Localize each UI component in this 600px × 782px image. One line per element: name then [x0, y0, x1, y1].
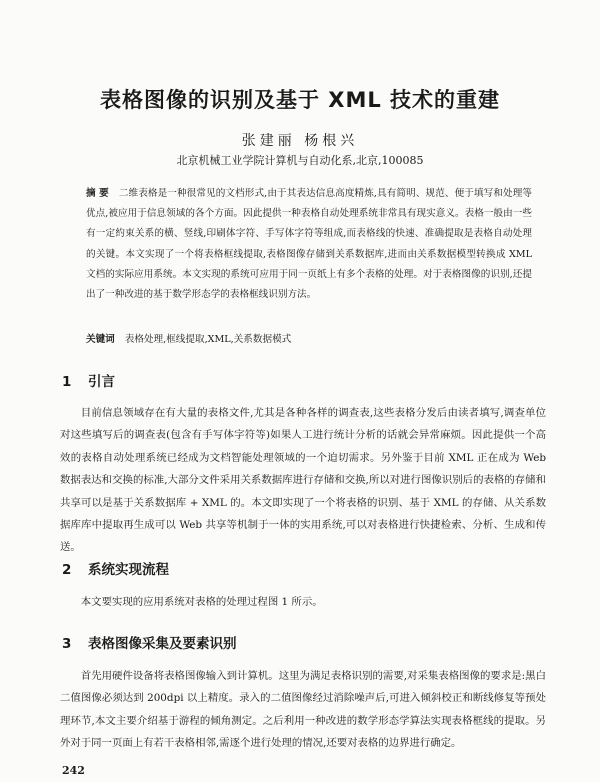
keywords-label: 关键词 [86, 334, 115, 345]
keywords-text: 表格处理,框线提取,XML,关系数据模式 [124, 334, 292, 345]
section-number: 1 [62, 374, 72, 390]
abstract-label: 摘 要 [86, 188, 109, 199]
author-line: 张建丽 杨根兴 [241, 133, 359, 149]
section-3-paragraph: 首先用硬件设备将表格图像输入到计算机。这里为满足表格识别的需要,对采集表格图像的要求是:黑白二值图像必须达到 200dpi 以上精度。录入的二值图像经过消除噪声后,可进入倾斜校正和断线修复等预处理环节,本文主要介绍基于游程的倾角测定。之后利用一种改进的数学形态学算法实现表格框线的提取。另外对于同一页面上有若干表格相邻,需逐个进行处理的情况,还要对表格的边界进行确定。 [60, 670, 546, 750]
section-1-paragraph: 目前信息领域存在有大量的表格文件,尤其是各种各样的调查表,这些表格分发后由读者填写,调查单位对这些填写后的调查表(包含有手写体字符等)如果人工进行统计分析的话就会异常麻烦。因此提供一个高效的表格自动处理系统已经成为文档智能处理领域的一个迫切需求。另外鉴于目前 XML 正在成为 Web 数据表达和交换的标准,大部分文件采用关系数据库进行存储和交换,所以对进行图像识别后的表格的存储和共享可以是基于关系数据库 + XML 的。本文即实现了一个将表格的识别、基于 XML 的存储、从关系数据库库中提取再生成可以 Web 共享等机制于一体的实用系统,可以对表格进行快捷检索、分析、生成和传送。 [60, 407, 546, 554]
page-number: 242 [62, 764, 85, 777]
section-title: 系统实现流程 [88, 562, 169, 578]
section-number: 3 [62, 636, 72, 652]
section-heading-1 [62, 370, 115, 390]
section-heading-2 [62, 558, 169, 578]
affiliation-line: 北京机械工业学院计算机与自动化系,北京,100085 [176, 154, 424, 167]
section-title: 表格图像采集及要素识别 [88, 636, 237, 652]
paper-title: 表格图像的识别及基于 XML 技术的重建 [99, 88, 501, 112]
abstract-text: 二维表格是一种很常见的文档形式,由于其表达信息高度精炼,具有简明、规范、便于填写和处理等优点,被应用于信息领域的各个方面。因此提供一种表格自动处理系统非常具有现实意义。表格一般由一些有一定約束关系的横、竖线,印刷体字符、手写体字符等组成,而表格线的快速、准确提取是表格自动处理的关键。本文实现了一个将表格框线提取,表格图像存储到关系数据库,进而由关系数据模型转换成 XML 文档的实际应用系统。本文实现的系统可应用于同一页纸上有多个表格的处理。对于表格图像的识别,还提出了一种改进的基于数学形态学的表格框线识别方法。 [86, 188, 532, 301]
section-heading-3 [62, 632, 237, 652]
keywords [86, 331, 532, 345]
section-number: 2 [62, 562, 72, 578]
section-2-paragraph: 本文要实现的应用系统对表格的处理过程图 1 所示。 [80, 596, 323, 608]
section-title: 引言 [88, 374, 115, 390]
abstract [86, 184, 532, 305]
